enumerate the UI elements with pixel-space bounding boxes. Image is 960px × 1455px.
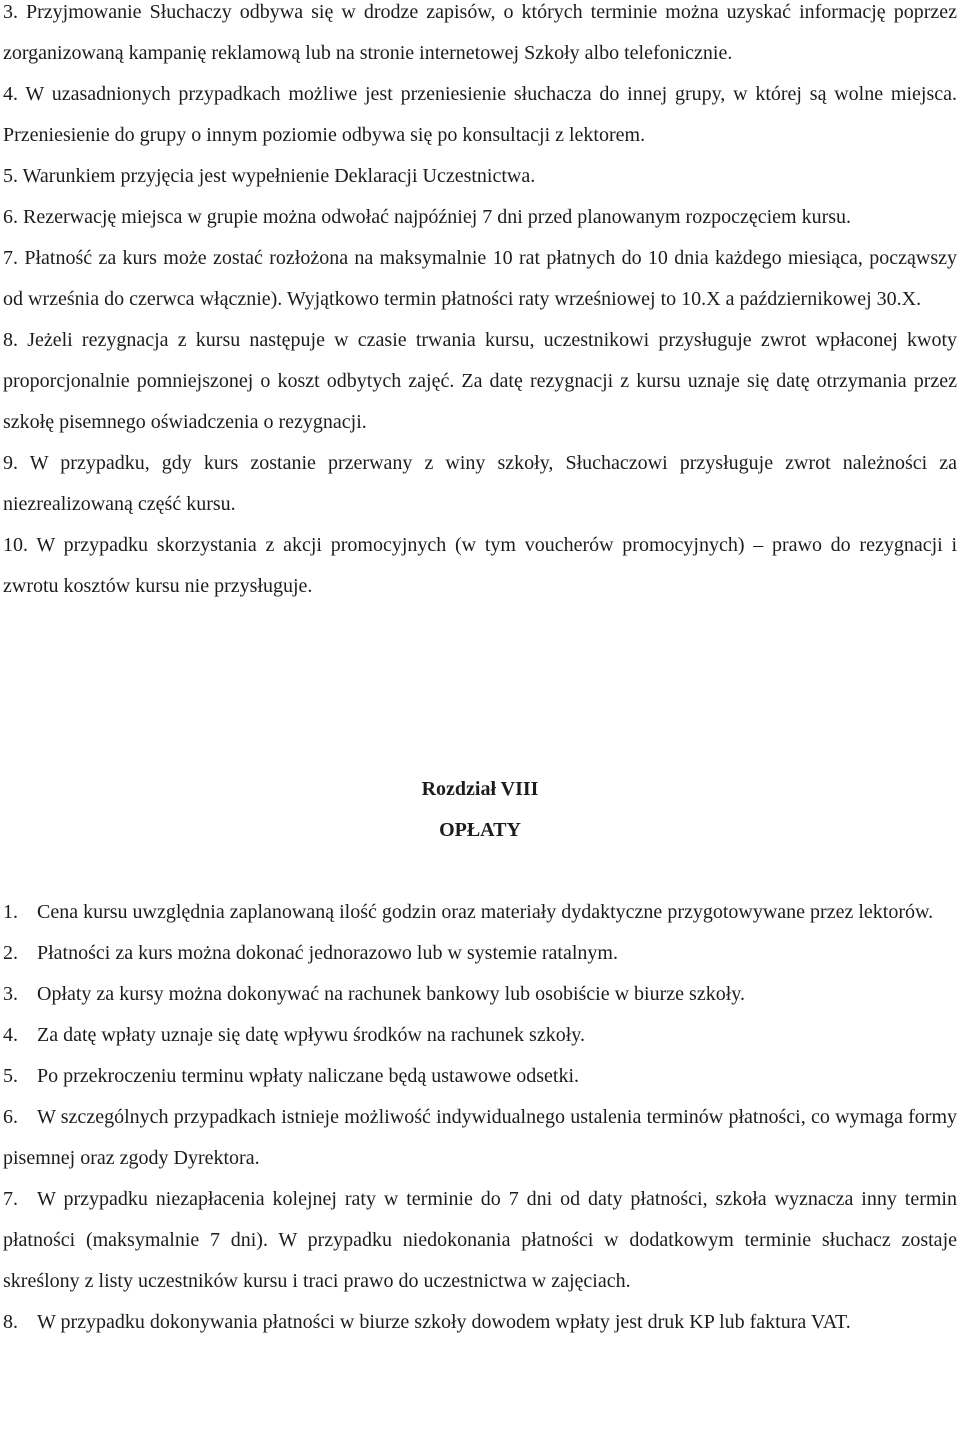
list-item xyxy=(3,1179,957,1302)
paragraph-4: 4. W uzasadnionych przypadkach możliwe jest przeniesienie słuchacza do innej grupy, w której są wolne miejsca. Przeniesienie do grupy o innym poziomie odbywa się po konsultacji z lektorem. xyxy=(3,83,957,146)
list-item xyxy=(3,1056,957,1097)
list-item xyxy=(3,933,957,974)
item-number: 8. xyxy=(3,1311,18,1333)
item-text: Po przekroczeniu terminu wpłaty naliczane będą ustawowe odsetki. xyxy=(37,1065,580,1087)
item-text: W przypadku niezapłacenia kolejnej raty w terminie do 7 dni od daty płatności, szkoła wyznacza inny termin płatności (maksymalnie 7 dni). W przypadku niedokonania płatności w dodatkowym terminie słuchacz zostaje skreślony z listy uczestników kursu i traci prawo do uczestnictwa w zajęciach. xyxy=(3,1188,957,1292)
fees-list xyxy=(3,892,957,1343)
paragraph-5: 5. Warunkiem przyjęcia jest wypełnienie Deklaracji Uczestnictwa. xyxy=(3,165,536,187)
item-number: 6. xyxy=(3,1106,18,1128)
chapter-heading xyxy=(0,769,960,851)
paragraph-10: 10. W przypadku skorzystania z akcji promocyjnych (w tym voucherów promocyjnych) – prawo do rezygnacji i zwrotu kosztów kursu nie przysługuje. xyxy=(3,534,957,597)
item-text: W szczególnych przypadkach istnieje możliwość indywidualnego ustalenia terminów płatności, co wymaga formy pisemnej oraz zgody Dyrektora. xyxy=(3,1106,957,1169)
list-item xyxy=(3,1302,957,1343)
item-number: 5. xyxy=(3,1065,18,1087)
item-number: 7. xyxy=(3,1188,18,1210)
item-text: Za datę wpłaty uznaje się datę wpływu środków na rachunek szkoły. xyxy=(37,1024,585,1046)
paragraph-3: 3. Przyjmowanie Słuchaczy odbywa się w drodze zapisów, o których terminie można uzyskać informację poprzez zorganizowaną kampanię reklamową lub na stronie internetowej Szkoły albo telefonicznie. xyxy=(3,1,957,64)
rules-paragraphs xyxy=(3,0,957,607)
chapter-number: Rozdział VIII xyxy=(421,778,539,800)
item-number: 1. xyxy=(3,901,18,923)
item-number: 2. xyxy=(3,942,18,964)
list-item xyxy=(3,1097,957,1179)
item-text: Opłaty za kursy można dokonywać na rachunek bankowy lub osobiście w biurze szkoły. xyxy=(37,983,745,1005)
item-number: 3. xyxy=(3,983,18,1005)
item-text: Płatności za kurs można dokonać jednorazowo lub w systemie ratalnym. xyxy=(37,942,618,964)
item-number: 4. xyxy=(3,1024,18,1046)
paragraph-8: 8. Jeżeli rezygnacja z kursu następuje w czasie trwania kursu, uczestnikowi przysługuje zwrot wpłaconej kwoty proporcjonalnie pomniejszonej o koszt odbytych zajęć. Za datę rezygnacji z kursu uznaje się datę otrzymania przez szkołę pisemnego oświadczenia o rezygnacji. xyxy=(3,329,957,433)
paragraph-6: 6. Rezerwację miejsca w grupie można odwołać najpóźniej 7 dni przed planowanym rozpoczęciem kursu. xyxy=(3,206,852,228)
item-text: Cena kursu uwzględnia zaplanowaną ilość godzin oraz materiały dydaktyczne przygotowywane przez lektorów. xyxy=(37,901,934,923)
paragraph-9: 9. W przypadku, gdy kurs zostanie przerwany z winy szkoły, Słuchaczowi przysługuje zwrot należności za niezrealizowaną część kursu. xyxy=(3,452,957,515)
paragraph-7: 7. Płatność za kurs może zostać rozłożona na maksymalnie 10 rat płatnych do 10 dnia każdego miesiąca, począwszy od września do czerwca włącznie). Wyjątkowo termin płatności raty wrześniowej to 10.X a październikowej 30.X. xyxy=(3,247,957,310)
item-text: W przypadku dokonywania płatności w biurze szkoły dowodem wpłaty jest druk KP lub faktura VAT. xyxy=(37,1311,851,1333)
list-item xyxy=(3,1015,957,1056)
chapter-title: OPŁATY xyxy=(439,819,521,841)
list-item xyxy=(3,974,957,1015)
list-item xyxy=(3,892,957,933)
